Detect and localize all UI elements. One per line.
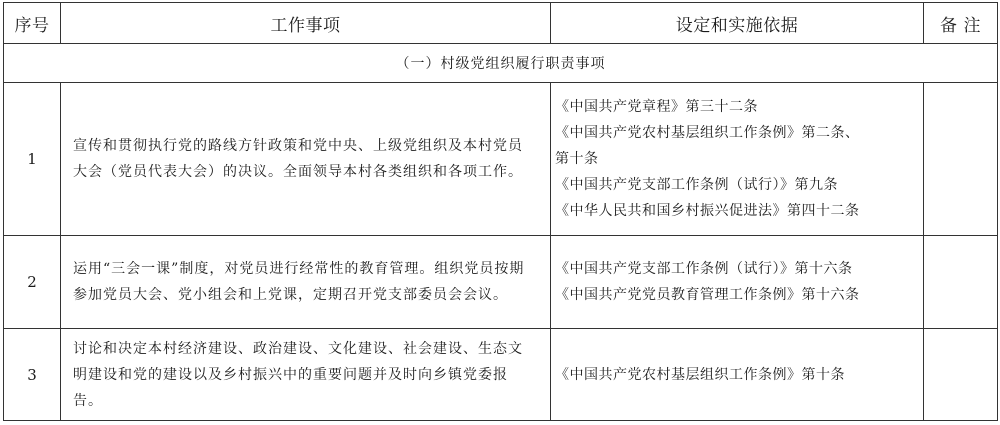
table-row <box>4 329 998 421</box>
row-item: 运用“三会一课”制度，对党员进行经常性的教育管理。组织党员按期参加党员大会、党小组会和上党课，定期召开党支部委员会会议。 <box>61 236 551 329</box>
table-row <box>4 236 998 329</box>
row-item: 宣传和贯彻执行党的路线方针政策和党中央、上级党组织及本村党员大会（党员代表大会）的决议。全面领导本村各类组织和各项工作。 <box>61 83 551 236</box>
header-row <box>4 3 998 44</box>
header-basis: 设定和实施依据 <box>551 3 924 44</box>
basis-line: 第十条 <box>555 151 599 167</box>
section-title: （一）村级党组织履行职责事项 <box>4 44 998 83</box>
row-item: 讨论和决定本村经济建设、政治建设、文化建设、社会建设、生态文明建设和党的建设以及乡村振兴中的重要问题并及时向乡镇党委报告。 <box>61 329 551 421</box>
row-index: 3 <box>4 329 61 421</box>
basis-line: 《中国共产党章程》第三十二条 <box>555 99 758 115</box>
basis-line: 《中国共产党党员教育管理工作条例》第十六条 <box>555 287 860 303</box>
header-index: 序号 <box>4 3 61 44</box>
basis-line: 《中国共产党农村基层组织工作条例》第二条、 <box>555 125 860 141</box>
row-index: 1 <box>4 83 61 236</box>
row-basis <box>551 236 924 329</box>
row-remark <box>924 236 998 329</box>
duty-table <box>3 2 998 421</box>
table-row <box>4 83 998 236</box>
header-item: 工作事项 <box>61 3 551 44</box>
basis-line: 《中华人民共和国乡村振兴促进法》第四十二条 <box>555 203 860 219</box>
row-remark <box>924 83 998 236</box>
basis-line: 《中国共产党农村基层组织工作条例》第十条 <box>555 366 845 383</box>
section-row <box>4 44 998 83</box>
header-remark: 备 注 <box>924 3 998 44</box>
basis-line: 《中国共产党支部工作条例（试行）》第九条 <box>555 177 838 193</box>
basis-line: 《中国共产党支部工作条例（试行）》第十六条 <box>555 261 853 277</box>
row-index: 2 <box>4 236 61 329</box>
row-remark <box>924 329 998 421</box>
row-basis <box>551 329 924 421</box>
row-basis <box>551 83 924 236</box>
